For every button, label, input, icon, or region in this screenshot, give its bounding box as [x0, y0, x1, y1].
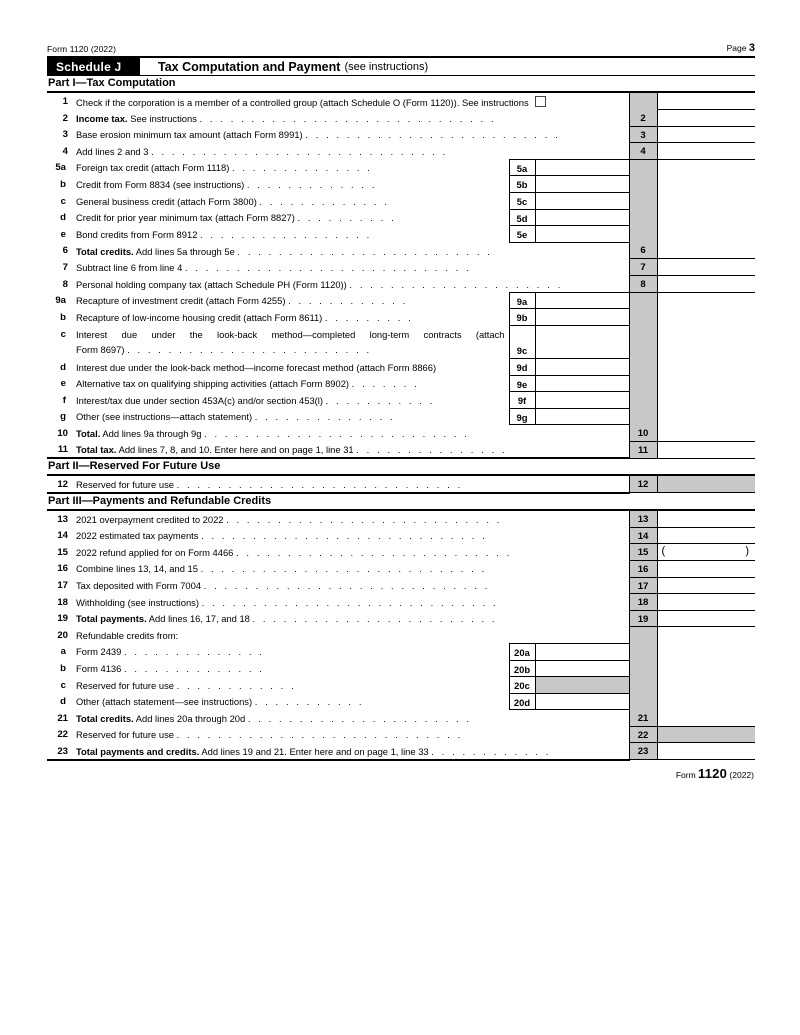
empty-cell [657, 325, 755, 358]
empty-cell [657, 392, 755, 409]
line-description: Recapture of low-income housing credit (attach Form 8611) . . . . . . . . . [76, 311, 414, 323]
line-number: c [60, 679, 66, 691]
footer-form-number: 1120 [698, 765, 728, 781]
line-description: Personal holding company tax (attach Schedule PH (Form 1120)) . . . . . . . . . . . . . . . . . . . . . [76, 278, 563, 290]
sub-line-label: 9c [509, 325, 535, 358]
line-number: b [60, 311, 66, 323]
shaded-band [629, 643, 657, 709]
line-number: 3 [62, 129, 68, 141]
empty-cell [657, 209, 755, 226]
line-description: Interest/tax due under section 453A(c) and/or section 453(l) . . . . . . . . . . . [76, 394, 435, 406]
line-number: 4 [62, 145, 68, 157]
amount-line-label: 2 [629, 110, 657, 127]
amount-line-label: 13 [629, 511, 657, 528]
line-number: 21 [57, 712, 68, 724]
line-description: Reserved for future use . . . . . . . . . . . . [76, 679, 297, 691]
amount-line-label: 21 [629, 710, 657, 727]
sub-amount-cell[interactable] [535, 193, 629, 210]
line-description: Withholding (see instructions) . . . . . . . . . . . . . . . . . . . . . . . . . . . . . [76, 596, 499, 608]
line-number: 12 [47, 476, 74, 493]
amount-cell[interactable] [657, 441, 755, 458]
amount-cell[interactable] [657, 242, 755, 259]
line-description: 2022 refund applied for on Form 4466 . . . . . . . . . . . . . . . . . . . . . . . . . . . [76, 546, 512, 558]
line-description: Total credits. Add lines 5a through 5e . . . . . . . . . . . . . . . . . . . . . . . . . [76, 245, 493, 257]
line-number: 20 [57, 629, 68, 641]
sub-line-label: 9b [509, 309, 535, 326]
empty-cell [657, 292, 755, 309]
controlled-group-checkbox[interactable] [535, 96, 546, 107]
sub-line-label: 20c [509, 677, 535, 694]
table-row [47, 93, 755, 110]
sub-amount-cell[interactable] [535, 209, 629, 226]
amount-cell[interactable] [657, 143, 755, 160]
line-number: 16 [57, 563, 68, 575]
table-row [47, 710, 755, 727]
sub-amount-cell[interactable] [535, 359, 629, 376]
line-number: 15 [57, 546, 68, 558]
line-number: d [60, 361, 66, 373]
line-description: Total credits. Add lines 20a through 20d . . . . . . . . . . . . . . . . . . . . . . [76, 713, 472, 725]
line-number: e [60, 378, 66, 390]
line-number: 18 [57, 596, 68, 608]
amount-line-label: 6 [629, 242, 657, 259]
form-reference: Form 1120 (2022) [47, 44, 117, 54]
shaded-amount-cell [657, 476, 755, 493]
empty-cell [657, 660, 755, 677]
amount-line-label: 7 [629, 259, 657, 276]
line-description: Form 4136 . . . . . . . . . . . . . . [76, 663, 265, 674]
line-number: d [60, 212, 66, 224]
sub-line-label: 9a [509, 292, 535, 309]
line-description: Refundable credits from: [76, 629, 179, 641]
sub-line-label: 5e [509, 226, 535, 243]
sub-line-label: 20d [509, 693, 535, 710]
empty-cell [657, 408, 755, 425]
line-description: 2022 estimated tax payments . . . . . . . . . . . . . . . . . . . . . . . . . . . . [76, 530, 488, 542]
page-header [47, 42, 755, 56]
sub-amount-cell[interactable] [535, 693, 629, 710]
sub-amount-cell[interactable] [535, 375, 629, 392]
amount-line-label: 23 [629, 743, 657, 760]
negative-parentheses [658, 544, 756, 558]
line-number: 8 [62, 278, 68, 290]
line-number: g [60, 411, 66, 423]
line-description: Total. Add lines 9a through 9g . . . . . . . . . . . . . . . . . . . . . . . . . . [76, 428, 470, 440]
table-row [47, 110, 755, 127]
shaded-amount-cell [657, 726, 755, 743]
paren-open: ( [661, 545, 666, 558]
line-description [74, 325, 509, 358]
line-number: f [62, 394, 66, 406]
amount-cell[interactable] [657, 511, 755, 528]
amount-cell[interactable] [657, 577, 755, 594]
line-description: Credit from Form 8834 (see instructions) . . . . . . . . . . . . . [76, 178, 378, 190]
empty-cell [657, 193, 755, 210]
footer-form-word: Form [675, 769, 696, 780]
schedule-title-text: Tax Computation and Payment [158, 59, 341, 74]
line-number: e [60, 228, 66, 240]
sub-line-label: 20b [509, 660, 535, 677]
part-1-table [47, 93, 755, 459]
table-row [47, 126, 755, 143]
line-number: 19 [57, 613, 68, 625]
sub-line-label: 5a [509, 159, 535, 176]
amount-cell[interactable] [657, 527, 755, 544]
line-number: 13 [57, 513, 68, 525]
table-row [47, 511, 755, 528]
amount-line-label: 8 [629, 276, 657, 293]
line-number: 23 [47, 743, 74, 760]
empty-cell [657, 226, 755, 243]
amount-cell[interactable] [657, 743, 755, 760]
table-row [47, 527, 755, 544]
sub-amount-cell[interactable] [535, 159, 629, 176]
line-description-part-1: Interest due under the look-back method—completed long-term contracts (attach [76, 329, 505, 341]
line-number: b [60, 178, 66, 190]
amount-line-label: 22 [629, 726, 657, 743]
amount-cell[interactable] [657, 110, 755, 127]
line-number: b [60, 663, 66, 674]
empty-cell [657, 693, 755, 710]
line-description: Tax deposited with Form 7004 . . . . . . . . . . . . . . . . . . . . . . . . . . . . [76, 580, 490, 592]
line-description: Foreign tax credit (attach Form 1118) . . . . . . . . . . . . . . [76, 162, 373, 174]
sub-line-label: 5d [509, 209, 535, 226]
line-number: 5a [55, 162, 66, 174]
table-row [47, 594, 755, 611]
amount-line-label: 15 [629, 544, 657, 561]
amount-line-label: 14 [629, 527, 657, 544]
empty-cell [657, 627, 755, 644]
amount-cell[interactable] [657, 560, 755, 577]
amount-cell[interactable] [657, 425, 755, 442]
line-number: 2 [62, 112, 68, 124]
amount-cell[interactable] [657, 276, 755, 293]
amount-line-label: 10 [629, 425, 657, 442]
sub-line-label: 5c [509, 193, 535, 210]
line-number: c [60, 329, 66, 341]
sub-amount-cell[interactable] [535, 325, 629, 358]
sub-amount-cell[interactable] [535, 392, 629, 409]
line-description: Alternative tax on qualifying shipping activities (attach Form 8902) . . . . . . . [76, 378, 420, 390]
schedule-tag: Schedule J [47, 58, 140, 75]
amount-cell[interactable] [657, 610, 755, 627]
line-description: Other (see instructions—attach statement) . . . . . . . . . . . . . . [76, 411, 396, 423]
footer-year: (2022) [729, 769, 754, 780]
table-row [47, 577, 755, 594]
line-description-part-2: Form 8697) . . . . . . . . . . . . . . . . . . . . . . . . [76, 343, 372, 355]
line-description: Total payments and credits. Add lines 19 and 21. Enter here and on page 1, line 33 . . . . . . . . . . . . [74, 743, 629, 760]
page-indicator: Page 3 [726, 42, 755, 54]
table-row [47, 259, 755, 276]
line-number: 6 [62, 245, 68, 257]
sub-line-label: 9f [509, 392, 535, 409]
table-row [47, 143, 755, 160]
line-number: 7 [62, 261, 68, 273]
table-row [47, 276, 755, 293]
sub-line-label: 5b [509, 176, 535, 193]
table-row [47, 643, 755, 660]
table-row [47, 544, 755, 561]
line-number: 14 [57, 530, 68, 542]
amount-cell-negative[interactable] [657, 544, 755, 561]
line-number: 11 [47, 441, 74, 458]
line-description: Add lines 2 and 3 . . . . . . . . . . . . . . . . . . . . . . . . . . . . . [76, 145, 448, 157]
line-description: Total payments. Add lines 16, 17, and 18 . . . . . . . . . . . . . . . . . . . . . . . . [76, 613, 498, 625]
schedule-title [140, 58, 428, 75]
table-row [47, 425, 755, 442]
amount-line-label: 4 [629, 143, 657, 160]
line-number: 10 [57, 427, 68, 439]
line-description: General business credit (attach Form 3800) . . . . . . . . . . . . . [76, 195, 390, 207]
form-page [47, 42, 755, 781]
schedule-title-suffix: (see instructions) [344, 60, 429, 73]
line-description: Recapture of investment credit (attach Form 4255) . . . . . . . . . . . . [76, 295, 408, 307]
part-3-header: Part III—Payments and Refundable Credits [47, 494, 755, 511]
line-description: Subtract line 6 from line 4 . . . . . . . . . . . . . . . . . . . . . . . . . . . . [76, 261, 472, 273]
schedule-j-header [47, 56, 755, 76]
empty-cell [657, 643, 755, 660]
amount-line-label: 17 [629, 577, 657, 594]
shaded-cell [629, 627, 657, 644]
amount-cell[interactable] [657, 93, 755, 110]
shaded-cell [629, 93, 657, 110]
part-1-header: Part I—Tax Computation [47, 76, 755, 93]
line-number: d [60, 696, 66, 708]
table-row [47, 441, 755, 458]
line-description: Other (attach statement—see instructions) . . . . . . . . . . . [76, 696, 365, 708]
amount-cell[interactable] [657, 259, 755, 276]
shaded-sub-amount-cell [535, 677, 629, 694]
line-description: Total tax. Add lines 7, 8, and 10. Enter here and on page 1, line 31 . . . . . . . . . . . . . . . [74, 441, 629, 458]
line-description: Interest due under the look-back method—income forecast method (attach Form 8866) [76, 361, 437, 373]
sub-amount-cell[interactable] [535, 643, 629, 660]
sub-line-label: 9g [509, 408, 535, 425]
table-row [47, 610, 755, 627]
sub-line-label: 9d [509, 359, 535, 376]
line-description: Combine lines 13, 14, and 15 . . . . . . . . . . . . . . . . . . . . . . . . . . . . [76, 563, 487, 575]
table-row [47, 743, 755, 760]
line-number: a [60, 646, 66, 658]
amount-cell[interactable] [657, 594, 755, 611]
line-description: Base erosion minimum tax amount (attach Form 8991) . . . . . . . . . . . . . . . . . . . . . . . . . [76, 129, 561, 141]
line-description: Credit for prior year minimum tax (attach Form 8827) . . . . . . . . . . [76, 212, 397, 224]
amount-cell[interactable] [657, 126, 755, 143]
part-3-table [47, 511, 755, 761]
table-row [47, 726, 755, 743]
line-description: 2021 overpayment credited to 2022 . . . . . . . . . . . . . . . . . . . . . . . . . . . [76, 513, 502, 525]
table-row [47, 159, 755, 176]
paren-close: ) [745, 545, 750, 558]
table-row [47, 242, 755, 259]
shaded-band [629, 159, 657, 242]
sub-amount-cell[interactable] [535, 292, 629, 309]
table-row [47, 292, 755, 309]
line-number: 9a [55, 295, 66, 307]
empty-cell [657, 375, 755, 392]
table-row [47, 627, 755, 644]
part-2-header: Part II—Reserved For Future Use [47, 459, 755, 476]
amount-line-label: 16 [629, 560, 657, 577]
amount-line-label: 19 [629, 610, 657, 627]
line-description: Reserved for future use . . . . . . . . . . . . . . . . . . . . . . . . . . . . [74, 476, 629, 493]
shaded-band [629, 292, 657, 425]
sub-amount-cell[interactable] [535, 226, 629, 243]
sub-amount-cell[interactable] [535, 176, 629, 193]
sub-amount-cell[interactable] [535, 660, 629, 677]
empty-cell [657, 677, 755, 694]
sub-amount-cell[interactable] [535, 309, 629, 326]
line-description: Reserved for future use . . . . . . . . . . . . . . . . . . . . . . . . . . . . [76, 729, 463, 741]
table-row [47, 560, 755, 577]
line-number: c [60, 195, 66, 207]
amount-cell[interactable] [657, 710, 755, 727]
table-row [47, 476, 755, 493]
amount-line-label: 12 [629, 476, 657, 493]
sub-line-label: 20a [509, 643, 535, 660]
line-number: 22 [57, 729, 68, 741]
line-description: Check if the corporation is a member of a controlled group (attach Schedule O (Form 1120)). See instructions [74, 93, 629, 110]
line-description: Income tax. See instructions . . . . . . . . . . . . . . . . . . . . . . . . . . . . . [76, 112, 497, 124]
page-footer [47, 761, 755, 781]
line-number: 1 [62, 96, 68, 107]
empty-cell [657, 159, 755, 176]
amount-line-label: 3 [629, 126, 657, 143]
amount-line-label: 18 [629, 594, 657, 611]
empty-cell [657, 176, 755, 193]
amount-line-label: 11 [629, 441, 657, 458]
part-2-table [47, 476, 755, 494]
line-description: Form 2439 . . . . . . . . . . . . . . [76, 646, 265, 658]
line-description: Bond credits from Form 8912 . . . . . . . . . . . . . . . . . [76, 228, 372, 240]
empty-cell [657, 359, 755, 376]
sub-amount-cell[interactable] [535, 408, 629, 425]
sub-line-label: 9e [509, 375, 535, 392]
empty-cell [657, 309, 755, 326]
line-number: 17 [57, 580, 68, 592]
